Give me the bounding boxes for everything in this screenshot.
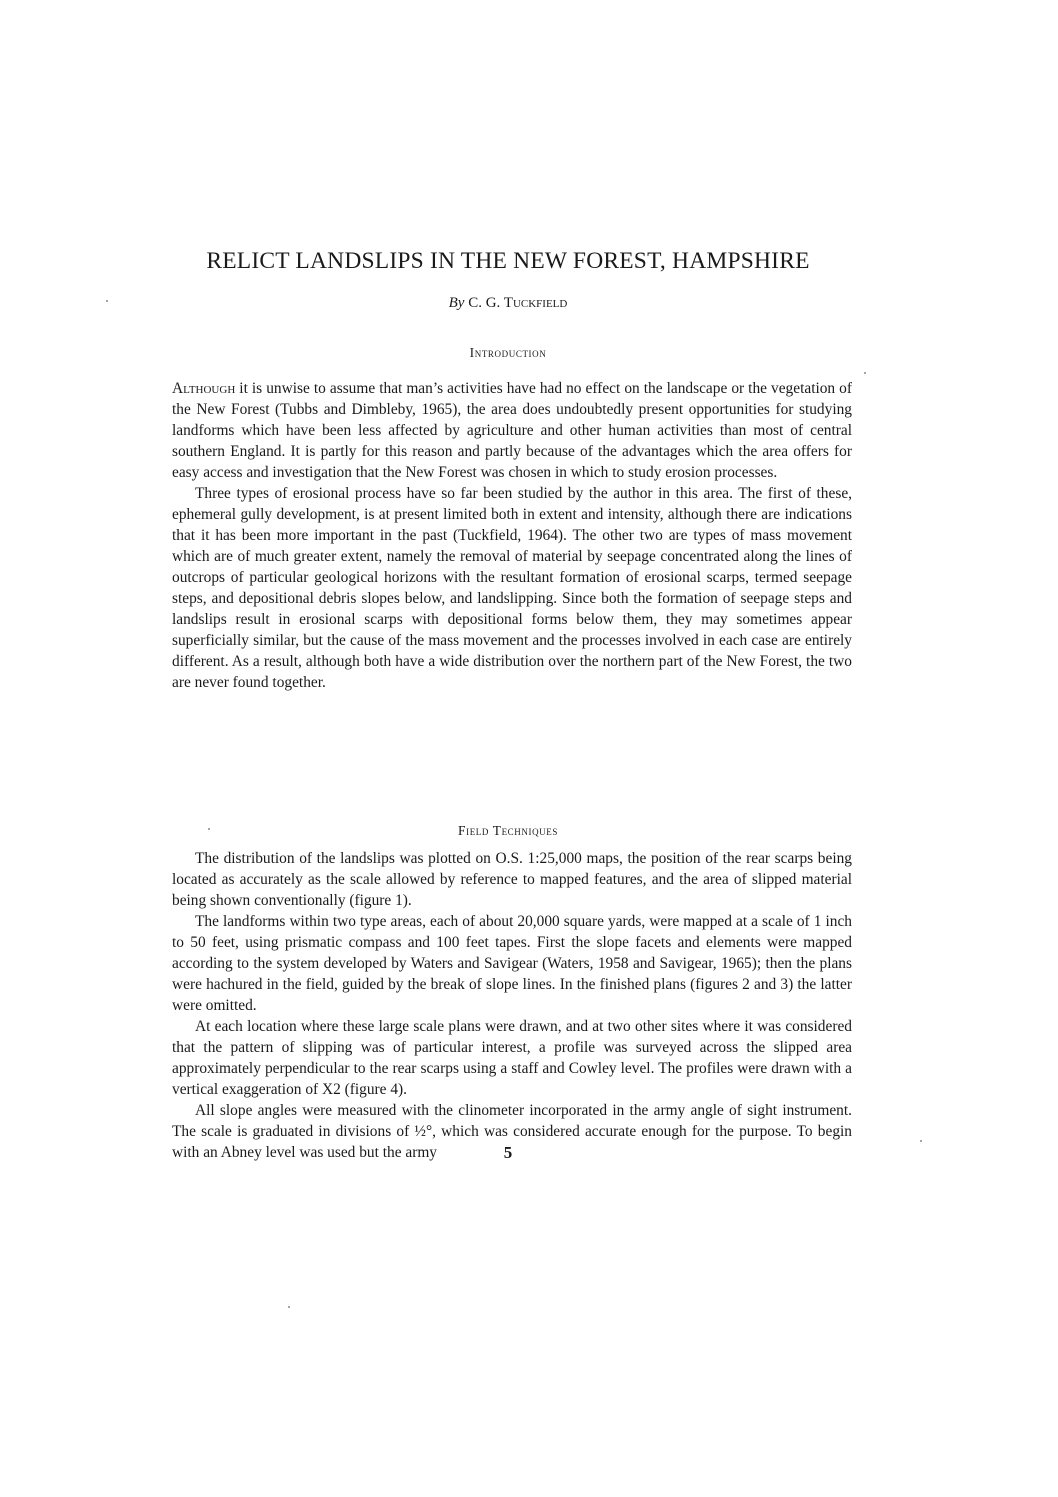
scan-speck [920, 1140, 922, 1142]
author-byline [0, 295, 1016, 312]
intro-paragraph-1 [172, 378, 852, 483]
field-paragraph-2: The landforms within two type areas, each of about 20,000 square yards, were mapped at a scale of 1 inch to 50 feet, using prismatic compass and 100 feet tapes. First the slope facets and elements were mapped according to the system developed by Waters and Savigear (Waters, 1958 and Savigear, 1965); then the plans were hachured in the field, guided by the break of slope lines. In the finished plans (figures 2 and 3) the latter were omitted. [172, 913, 852, 1014]
scan-speck [106, 300, 108, 302]
author-name: C. G. Tuckfield [468, 295, 568, 311]
intro-paragraph-2: Three types of erosional process have so far been studied by the author in this area. The first of these, ephemeral gully development, is at present limited both in extent and intensity, although there are indications that it has been more important in the past (Tuckfield, 1964). The other two are types of mass movement which are of much greater extent, namely the removal of material by seepage concentrated along the lines of outcrops of particular geological horizons with the resultant formation of erosional scarps, termed seepage steps, and depositional debris slopes below, and landslipping. Since both the formation of seepage steps and landslips result in erosional scarps with depositional forms below them, they may sometimes appear superficially similar, but the cause of the mass movement and the processes involved in each case are entirely different. As a result, although both have a wide distribution over the northern part of the New Forest, the two are never found together. [172, 485, 852, 691]
page-number: 5 [503, 1143, 513, 1162]
section-heading-field-techniques: Field Techniques [458, 823, 558, 838]
lead-word: Although [172, 380, 236, 397]
field-techniques-body [172, 848, 852, 1163]
field-paragraph-3: At each location where these large scale plans were drawn, and at two other sites where it was considered that the pattern of slipping was of particular interest, a profile was surveyed across the slipped area approximately perpendicular to the rear scarps using a staff and Cowley level. The profiles were drawn with a vertical exaggeration of X2 (figure 4). [172, 1018, 852, 1098]
section-heading-introduction: Introduction [469, 345, 547, 360]
scan-speck [288, 1306, 290, 1308]
byline-by: By [448, 295, 465, 311]
scan-speck [208, 828, 210, 830]
article-title: RELICT LANDSLIPS IN THE NEW FOREST, HAMPSHIRE [206, 248, 810, 274]
field-paragraph-4: All slope angles were measured with the clinometer incorporated in the army angle of sight instrument. The scale is graduated in divisions of ½°, which was considered accurate enough for the purpose. To begin with an Abney level was used but the army [172, 1102, 852, 1161]
scan-speck [864, 372, 866, 374]
introduction-body [172, 378, 852, 693]
field-paragraph-1: The distribution of the landslips was plotted on O.S. 1:25,000 maps, the position of the rear scarps being located as accurately as the scale allowed by reference to mapped features, and the area of slipped material being shown conventionally (figure 1). [172, 850, 852, 909]
intro-paragraph-1-text: it is unwise to assume that man’s activities have had no effect on the landscape or the vegetation of the New Forest (Tubbs and Dimbleby, 1965), the area does undoubtedly present opportunities for studying landforms which have been less affected by agriculture and other human activities than most of central southern England. It is partly for this reason and partly because of the advantages which the area offers for easy access and investigation that the New Forest was chosen in which to study erosion processes. [172, 380, 852, 481]
